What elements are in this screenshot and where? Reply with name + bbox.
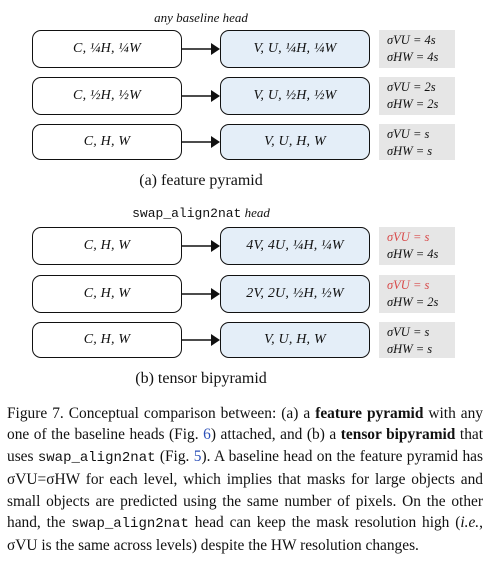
panel-b-input-box-3 [32, 322, 182, 358]
sigma-vu-label: σVU = 2s [387, 80, 436, 94]
sigma-hw-label: σHW = 2s [387, 295, 439, 309]
caption-text: (Fig. [155, 447, 194, 465]
panel-b-head-code: swap_align2nat [132, 206, 242, 221]
panel-a-head-label [32, 10, 370, 26]
sigma-vu-label: σVU = s [387, 127, 430, 141]
panel-b-input-box-1 [32, 227, 182, 265]
sigma-vu-label: σVU = s [387, 230, 430, 244]
arrow-icon [182, 287, 220, 301]
sigma-hw-label: σHW = s [387, 342, 433, 356]
panel-a-head-text: any baseline head [154, 10, 248, 25]
arrow-icon [182, 239, 220, 253]
sigma-hw-label: σHW = 2s [387, 97, 439, 111]
caption-text: ) attached, and (b) a [210, 426, 341, 444]
caption-text: head can keep the mask resolution high ( [188, 514, 461, 532]
panel-a-output-text-3: V, U, H, W [264, 134, 326, 149]
caption-italic: i.e. [460, 514, 480, 532]
panel-a-input-box-2 [32, 77, 182, 115]
panel-a-input-text-2: C, ½H, ½W [73, 88, 141, 103]
panel-b-head-label [32, 205, 370, 222]
sigma-vu-label: σVU = 4s [387, 33, 436, 47]
figure-reference-link[interactable]: 5 [193, 447, 202, 465]
arrow-icon [182, 135, 220, 149]
caption-text: ). A baseline head on the feature pyramid has σVU=σHW for each level, which implies that masks for large objects and small objects are predicted using the same number of pixels. On the other hand, the [7, 447, 483, 532]
panel-a-input-box-1 [32, 30, 182, 68]
panel-a-sigma-box-1 [379, 30, 455, 68]
sigma-hw-label: σHW = s [387, 144, 433, 158]
panel-b-sigma-box-3 [379, 322, 455, 358]
panel-a-sigma-box-2 [379, 77, 455, 115]
panel-b-output-text-2: 2V, 2U, ½H, ½W [246, 286, 344, 301]
panel-a-output-text-1: V, U, ¼H, ¼W [253, 41, 337, 56]
panel-b-input-box-2 [32, 275, 182, 313]
panel-b-caption: (b) tensor bipyramid [135, 370, 267, 387]
caption-text: with any one of the baseline heads (Fig. [7, 405, 484, 444]
panel-a-output-box-2 [220, 77, 370, 115]
caption-bold-term: feature pyramid [315, 405, 424, 422]
panel-b-output-box-2 [220, 275, 370, 313]
sigma-hw-label: σHW = 4s [387, 50, 439, 64]
caption-text: Figure 7. Conceptual comparison between: (a) a [7, 405, 316, 422]
panel-b-input-text-3: C, H, W [83, 332, 131, 347]
panel-b-sigma-box-1 [379, 227, 455, 265]
panel-b-output-text-1: 4V, 4U, ¼H, ¼W [246, 238, 344, 253]
arrow-icon [182, 89, 220, 103]
panel-a-input-text-1: C, ¼H, ¼W [73, 41, 141, 56]
sigma-hw-label: σHW = 4s [387, 247, 439, 261]
sigma-vu-label: σVU = s [387, 278, 430, 292]
arrow-icon [182, 42, 220, 56]
panel-a-input-text-3: C, H, W [83, 134, 131, 149]
caption-text: that uses [7, 426, 484, 465]
arrow-icon [182, 333, 220, 347]
sigma-vu-label: σVU = s [387, 325, 430, 339]
figure-reference-link[interactable]: 6 [203, 426, 211, 444]
caption-code: swap_align2nat [37, 449, 156, 466]
panel-b-input-text-2: C, H, W [83, 286, 131, 301]
panel-a-output-box-3 [220, 124, 370, 160]
figure-caption [7, 403, 483, 557]
panel-b-output-box-1 [220, 227, 370, 265]
panel-b-head-suffix: head [244, 205, 270, 220]
panel-b-input-text-1: C, H, W [83, 238, 131, 253]
panel-a-caption: (a) feature pyramid [139, 172, 263, 189]
caption-bold-term: tensor bipyramid [340, 426, 456, 444]
panel-a-output-text-2: V, U, ½H, ½W [253, 88, 337, 103]
caption-code: swap_align2nat [71, 516, 189, 533]
caption-text: , σVU is the same across levels) despite the HW resolution changes. [7, 514, 483, 555]
panel-a-output-box-1 [220, 30, 370, 68]
panel-b-output-text-3: V, U, H, W [264, 332, 326, 347]
panel-a-input-box-3 [32, 124, 182, 160]
panel-b-output-box-3 [220, 322, 370, 358]
panel-a-sigma-box-3 [379, 124, 455, 160]
panel-b-sigma-box-2 [379, 275, 455, 313]
